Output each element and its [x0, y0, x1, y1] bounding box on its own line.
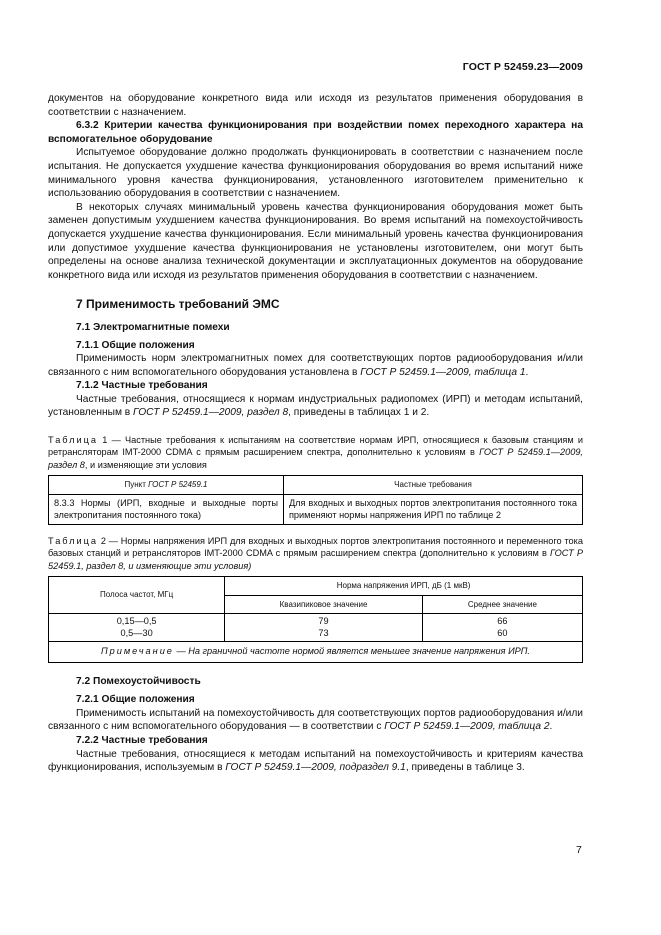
table-row — [49, 614, 583, 642]
table-1-header-clause — [49, 476, 284, 495]
section-7-1-2-end: , приведены в таблицах 1 и 2. — [288, 407, 430, 419]
table-row — [49, 494, 583, 524]
table-2-note-label: Примечание — [101, 646, 174, 657]
section-6-3-2-paragraph-1: Испытуемое оборудование должно продолжать функционировать в соответствии с назначением после испытания. Не допускается ухудшение качества функционирования оборудования во время испытаний ниже минимального уровня качества функционирования, установленного изготовителем применительно к использованию оборудования в соответствии с назначением. — [48, 147, 583, 200]
section-6-3-2-paragraph-2: В некоторых случаях минимальный уровень качества функционирования оборудования может быть заменен допустимым ухудшением качества функционирования. Во время испытаний на помехоустойчивость допускается ухудшение качества функционирования. Если минимальный уровень качества функционирования или допустимое ухудшение качества функционирования не установлены изготовителем, они могут быть определены на основе анализа технической документации и эксплуатационных документов на оборудование конкретного вида или исходя из результатов применения оборудования в соответствии с назначением. — [48, 201, 583, 281]
table-2-caption-text: 2 — Нормы напряжения ИРП для входных и выходных портов электропитания постоянного и переменного тока базовых станций и ретрансляторов IMT-2000 CDMA с прямым расширением спектра (дополнительно к условиям в — [48, 535, 583, 559]
table-2-caption-end: , и изменяющие эти условия) — [123, 560, 252, 571]
section-7-2-1-heading: 7.2.1 Общие положения — [76, 694, 195, 706]
document-header-id: ГОСТ Р 52459.23—2009 — [462, 61, 583, 73]
table-2-note — [49, 642, 583, 663]
section-7-1-2-paragraph — [48, 393, 583, 420]
table-1-caption-reference: ГОСТ Р 52459.1—2009, раздел 8 — [48, 447, 583, 470]
section-7-2-1-paragraph — [48, 707, 583, 734]
page-number: 7 — [576, 844, 582, 856]
table-2-note-row — [49, 642, 583, 663]
table-2-cell-average — [422, 614, 582, 642]
table-2-header-row-1 — [49, 576, 583, 595]
section-7-2-2-text: Частные требования, относящиеся к методам испытаний на помехоустойчивость и критериям качества функционирования, используемым в — [48, 748, 583, 774]
section-7-1-1-heading: 7.1.1 Общие положения — [76, 339, 195, 351]
section-7-2-1-end: . — [549, 721, 553, 733]
table-1-caption-label: Таблица — [48, 435, 99, 446]
table-2-band-row-2: 0,5—30 — [120, 627, 153, 638]
section-7-2-2-paragraph — [48, 748, 583, 775]
table-2-header-band: Полоса частот, МГц — [49, 576, 225, 613]
section-7-1-2-text: Частные требования, относящиеся к нормам индустриальных радиопомех (ИРП) и методам испытаний, установленным в — [48, 393, 583, 419]
table-2 — [48, 576, 583, 663]
table-1-header-requirements: Частные требования — [283, 476, 582, 495]
table-1 — [48, 475, 583, 524]
table-1-caption-text: 1 — Частные требования к испытаниям на соответствие нормам ИРП, относящиеся к базовым станциям и ретрансляторам IMT-2000 CDMA с прямым расширением спектра, дополнительно к условиям в — [48, 435, 583, 458]
section-7-1-2-heading: 7.1.2 Частные требования — [76, 380, 208, 392]
section-7-1-heading: 7.1 Электромагнитные помехи — [76, 321, 230, 333]
section-6-3-2-heading: 6.3.2 Критерии качества функционирования при воздействии помех переходного характера на вспомогательное оборудование — [48, 120, 583, 145]
table-2-note-text: — На граничной частоте нормой является меньшее значение напряжения ИРП. — [173, 646, 530, 657]
section-7-heading: 7 Применимость требований ЭМС — [76, 297, 280, 312]
section-7-1-1-paragraph — [48, 352, 583, 379]
table-2-header-quasi-peak: Квазипиковое значение — [225, 595, 423, 614]
table-2-avg-row-1: 66 — [497, 616, 508, 627]
table-2-cell-quasi-peak — [225, 614, 423, 642]
table-2-cell-band — [49, 614, 225, 642]
table-1-cell-clause: 8.3.3 Нормы (ИРП, входные и выходные порты электропитания постоянного тока) — [49, 494, 284, 524]
table-1-header-clause-reference: ГОСТ Р 52459.1 — [148, 480, 208, 490]
section-7-1-2-reference: ГОСТ Р 52459.1—2009, раздел 8 — [133, 407, 289, 419]
table-2-header-norm: Норма напряжения ИРП, дБ (1 мкВ) — [225, 576, 583, 595]
table-2-qp-row-2: 73 — [318, 627, 329, 638]
section-7-2-heading: 7.2 Помехоустойчивость — [76, 675, 201, 687]
table-2-band-row-1: 0,15—0,5 — [116, 616, 157, 627]
table-2-caption — [48, 535, 583, 572]
section-7-1-1-end: . — [525, 366, 529, 378]
paragraph-continuation: документов на оборудование конкретного вида или исходя из результатов применения оборудования в соответствии с назначением. — [48, 93, 583, 118]
table-2-qp-row-1: 79 — [318, 616, 329, 627]
section-7-1-1-text: Применимость норм электромагнитных помех для соответствующих портов радиооборудования и/или связанного с ним вспомогательного оборудования установлена в — [48, 353, 583, 378]
page-content — [48, 92, 583, 775]
table-2-avg-row-2: 60 — [497, 627, 508, 638]
table-1-caption-end: , и изменяющие эти условия — [84, 459, 207, 470]
section-7-2-2-end: , приведены в таблице 3. — [405, 762, 525, 774]
table-2-caption-label: Таблица — [48, 535, 99, 546]
section-7-2-1-reference: ГОСТ Р 52459.1—2009, таблица 2 — [384, 721, 550, 733]
table-1-caption — [48, 434, 583, 471]
table-1-header-clause-prefix: Пункт — [124, 480, 149, 490]
section-7-2-2-heading: 7.2.2 Частные требования — [76, 735, 208, 747]
table-2-caption-reference: ГОСТ Р 52459.1, раздел 8 — [48, 548, 584, 571]
section-7-2-2-reference: ГОСТ Р 52459.1—2009, подраздел 9.1 — [225, 762, 406, 774]
section-7-2-1-text: Применимость испытаний на помехоустойчивость для соответствующих портов радиооборудования и/или связанного с ним вспомогательного оборудования — в соответствии с — [48, 707, 583, 733]
table-1-header-row — [49, 476, 583, 495]
table-1-cell-requirement: Для входных и выходных портов электропитания постоянного тока применяют нормы напряжения ИРП по таблице 2 — [283, 494, 582, 524]
table-2-header-average: Среднее значение — [422, 595, 582, 614]
section-7-1-1-reference: ГОСТ Р 52459.1—2009, таблица 1 — [360, 366, 526, 378]
